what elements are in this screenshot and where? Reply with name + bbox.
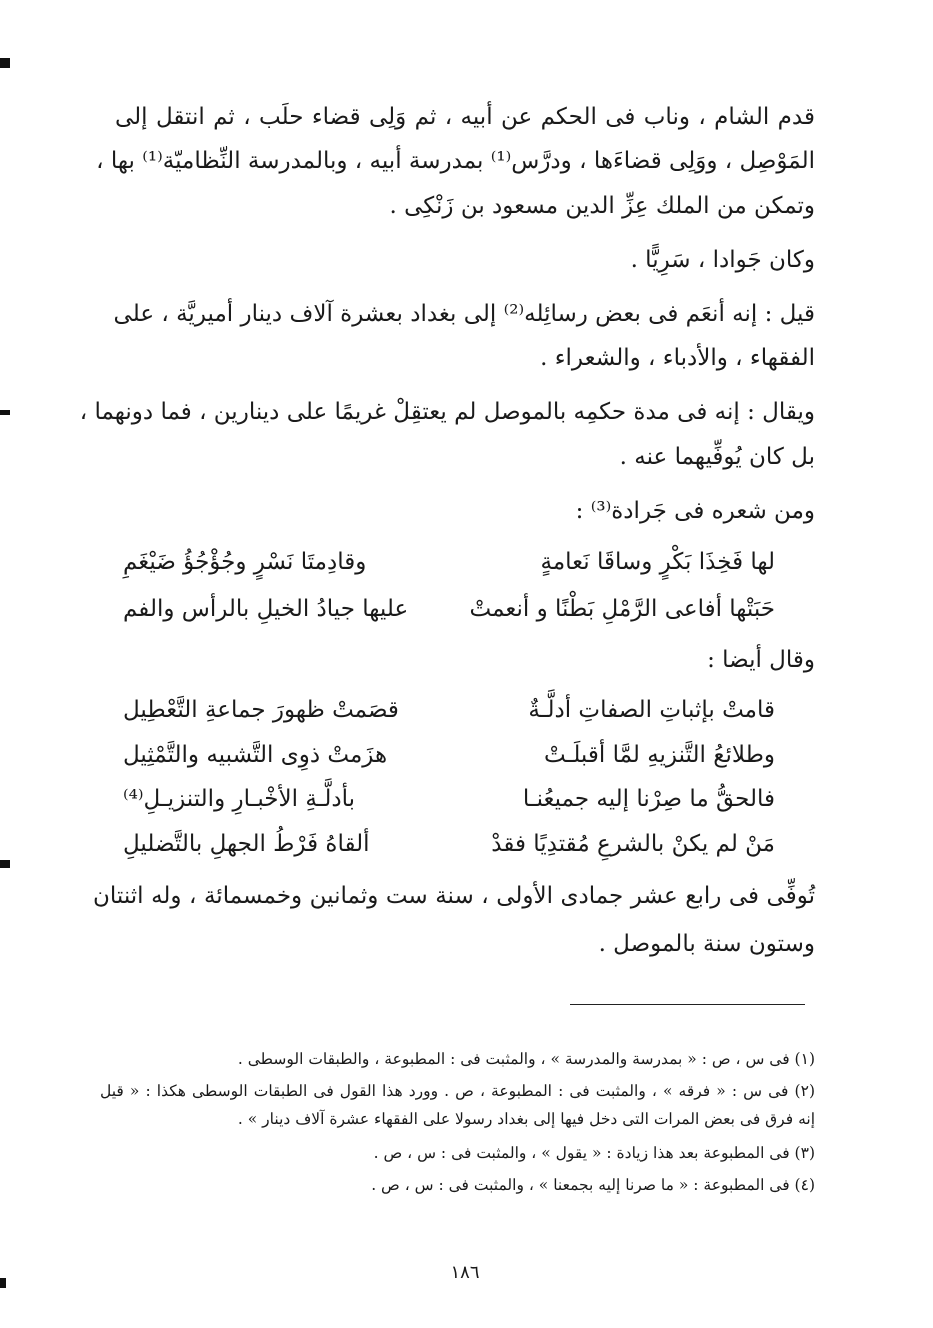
footnote-2-cont: إنه فرق فى بعض المرات التى دخل فيها إلى بغداد رسولا على الفقهاء عشرة آلاف دينار » . (237, 1110, 815, 1128)
text-line-4: وكان جَوادا ، سَرِيًّا . (630, 247, 815, 273)
verse-second-hemistich: قصَمتْ ظهورَ جماعةِ التَّعْطِيل (123, 697, 399, 723)
verse-second-hemistich: وقادِمتَا نَسْرٍ وجُؤْجُؤُ ضَيْغَمِ (123, 549, 367, 575)
footnote-2: (٢) فى س : « فرقه » ، والمثبت فى : المطبوعة ، ص . وورد هذا القول فى الطبقات الوسطى هكذا : « قيل (100, 1082, 815, 1100)
text-line-5: قيل : إنه أنعَم فى بعض رسائِله⁽²⁾ إلى بغداد بعشرة آلاف دينار أميريَّة ، على (113, 301, 815, 327)
verse-first-hemistich: وطلائعُ التَّنزيهِ لمَّا أقبلَـتْ (544, 742, 775, 768)
footnote-divider (570, 1004, 805, 1005)
verse-first-hemistich: قامتْ بإثباتِ الصفاتِ أدلَّـةٌ (528, 697, 775, 723)
text-line-6: الفقهاء ، والأدباء ، والشعراء . (540, 345, 815, 371)
text-line-7: ويقال : إنه فى مدة حكمِه بالموصل لم يعتقِلْ غريمًا على دينارين ، فما دونهما ، (79, 399, 815, 425)
text-line-1: قدم الشام ، وناب فى الحكم عن أبيه ، ثم وَلِى قضاء حلَب ، ثم انتقل إلى (115, 104, 815, 130)
footnote-3: (٣) فى المطبوعة بعد هذا زيادة : « يقول » ، والمثبت فى : س ، ص . (373, 1144, 815, 1162)
footnote-4: (٤) فى المطبوعة : « ما صرنا إليه بجمعنا » ، والمثبت فى : س ، ص . (371, 1176, 815, 1194)
scan-edge-mark (0, 1278, 6, 1288)
text-line-8: بل كان يُوفِّيهما عنه . (619, 444, 815, 470)
poem-verse (123, 824, 783, 864)
verse-first-hemistich: لها فَخِذَا بَكْرٍ وساقَا نَعامةٍ (540, 549, 775, 575)
scan-edge-mark (0, 410, 10, 415)
verse-second-hemistich: ألقاهُ فَرْطُ الجهلِ بالتَّضليلِ (123, 831, 370, 857)
verse-first-hemistich: فالحقُّ ما صِرْنا إليه جميعُنـا (522, 786, 775, 812)
text-line-11: تُوفِّى فى رابع عشر جمادى الأولى ، سنة ست وثمانين وخمسمائة ، وله اثنتان (93, 883, 815, 909)
text-line-3: وتمكن من الملك عِزِّ الدين مسعود بن زَنْكِى . (389, 193, 815, 219)
text-line-2: المَوْصِل ، ووَلِى قضاءَها ، ودرَّس⁽¹⁾ بمدرسة أبيه ، وبالمدرسة النِّظاميّة⁽¹⁾ بها ، (96, 148, 815, 174)
poem-verse (123, 735, 783, 775)
poem-verse (123, 690, 783, 730)
footnote-1: (١) فى س ، ص : « بمدرسة والمدرسة » ، والمثبت فى : المطبوعة ، والطبقات الوسطى . (237, 1050, 815, 1068)
verse-second-hemistich: هزَمتْ ذوِى التَّشبيه والتَّمْثِيل (123, 742, 388, 768)
poem-verse (123, 589, 783, 629)
poem-verse (123, 542, 783, 582)
text-line-10: وقال أيضا : (707, 647, 815, 673)
verse-first-hemistich: مَنْ لم يكنْ بالشرعِ مُقتدِيًا فقدْ (491, 831, 775, 857)
verse-second-hemistich: عليها جيادُ الخيلِ بالرأس والفم (123, 596, 409, 622)
poem-verse (123, 779, 783, 819)
verse-first-hemistich: حَبَتْها أفاعى الرَّمْلِ بَطْنًا و أنعمتْ (469, 596, 775, 622)
text-line-9: ومن شعره فى جَرادة⁽³⁾ : (575, 498, 815, 524)
scan-edge-mark (0, 860, 10, 868)
page-number: ١٨٦ (450, 1262, 480, 1283)
text-line-12: وستون سنة بالموصل . (598, 931, 815, 957)
verse-second-hemistich: بأدلَّـةِ الأخْبـارِ والتنزيـلِ⁽⁴⁾ (123, 786, 356, 812)
scan-edge-mark (0, 58, 10, 68)
